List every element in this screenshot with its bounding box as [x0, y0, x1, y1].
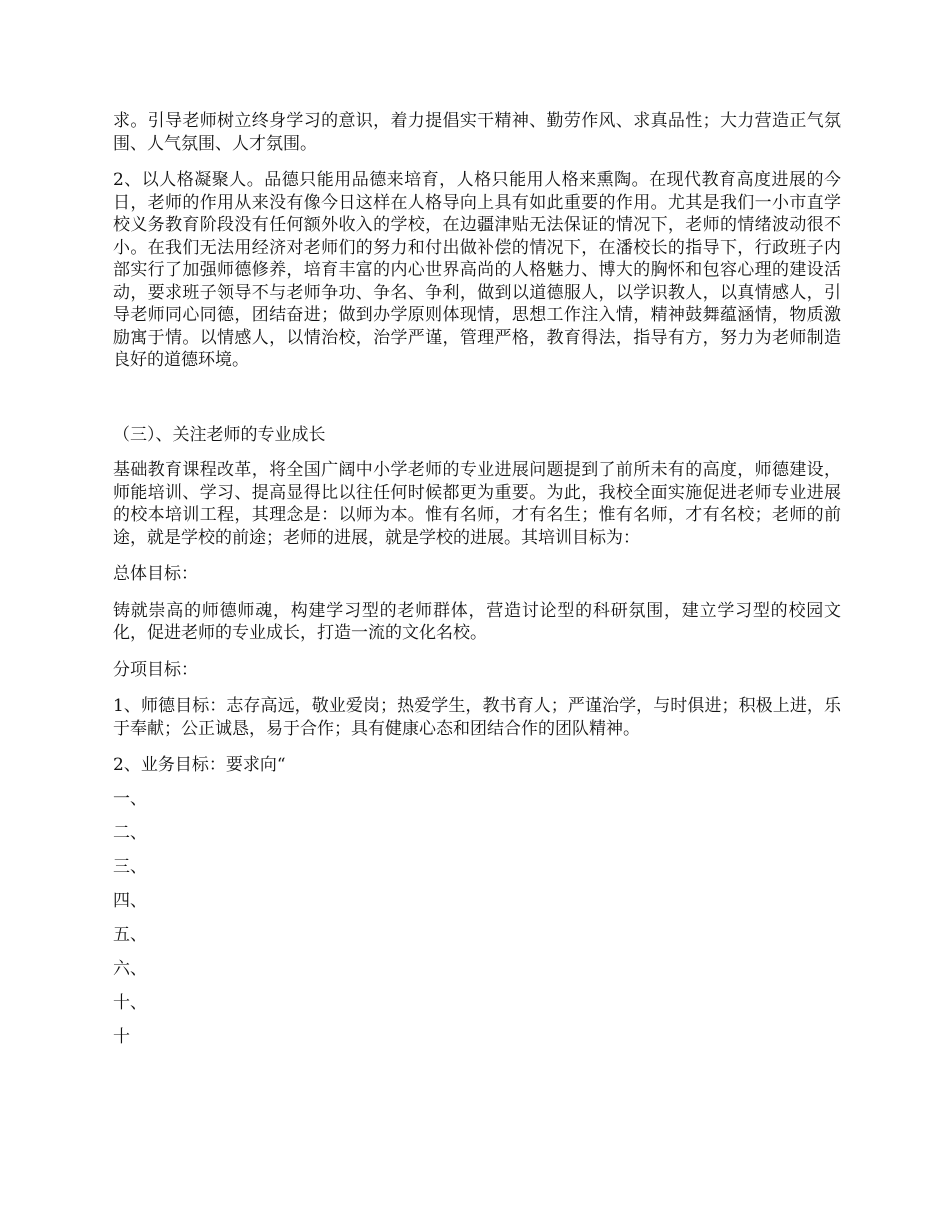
paragraph-spacer: [113, 549, 841, 563]
paragraph-personality: 2、以人格凝聚人。品德只能用品德来培育，人格只能用人格来熏陶。在现代教育高度进展的今日，老师的作用从来没有像今日这样在人格导向上具有如此重要的作用。尤其是我们一小市直学校义务教育阶段没有任何额外收入的学校，在边疆津贴无法保证的情况下，老师的情绪波动很不小。在我们无法用经济对老师们的努力和付出做补偿的情况下，在潘校长的指导下，行政班子内部实行了加强师德修养，培育丰富的内心世界高尚的人格魅力、博大的胸怀和包容心理的建设活动，要求班子领导不与老师争功、争名、争利，做到以道德服人，以学识教人，以真情感人，引导老师同心同德，团结奋进；做到办学原则体现情，思想工作注入情，精神鼓舞蕴涵情，物质激励寓于情。以情感人，以情治校，治学严谨，管理严格，教育得法，指导有方，努力为老师制造良好的道德环境。: [113, 170, 841, 370]
paragraph-spacer: [113, 879, 841, 891]
document-body: [113, 110, 841, 1049]
paragraph-spacer: [113, 913, 841, 925]
list-item: 十: [113, 1027, 130, 1047]
paragraph-intro: 求。引导老师树立终身学习的意识，着力提倡实干精神、勤劳作风、求真品性；大力营造正气氛围、人气氛围、人才氛围。: [113, 111, 841, 154]
paragraph-spacer: [113, 777, 841, 789]
list-item: 五、: [113, 925, 147, 945]
paragraph-business-goal: 2、业务目标：要求向“: [113, 755, 286, 775]
list-item: 十、: [113, 993, 147, 1013]
list-item: 一、: [113, 789, 147, 809]
paragraph-spacer: [113, 740, 841, 754]
list-item: 三、: [113, 857, 147, 877]
section-heading: （三）、关注老师的专业成长: [113, 424, 326, 445]
paragraph-spacer: [113, 947, 841, 959]
paragraph-spacer: [113, 811, 841, 823]
paragraph-spacer: [113, 845, 841, 857]
paragraph-spacer: [113, 155, 841, 169]
paragraph-ethics-goal: 1、师德目标：志存高远，敬业爱岗；热爱学生，教书育人；严谨治学，与时俱进；积极上进，乐于奉献；公正诚恳，易于合作；具有健康心态和团结合作的团队精神。: [113, 696, 841, 739]
paragraph-overall-goal: 铸就崇高的师德师魂，构建学习型的老师群体，营造讨论型的科研氛围，建立学习型的校园文化，促进老师的专业成长，打造一流的文化名校。: [113, 600, 841, 643]
paragraph-spacer: [113, 681, 841, 695]
list-item: 六、: [113, 959, 147, 979]
paragraph-spacer: [113, 645, 841, 659]
list-item: 二、: [113, 823, 147, 843]
section-spacer: [113, 372, 841, 424]
paragraph-spacer: [113, 446, 841, 459]
paragraph-spacer: [113, 586, 841, 600]
paragraph-spacer: [113, 1015, 841, 1027]
list-item: 四、: [113, 891, 147, 911]
paragraph-overall-goal-label: 总体目标：: [113, 564, 198, 584]
paragraph-sub-goal-label: 分项目标：: [113, 659, 198, 680]
paragraph-curriculum: 基础教育课程改革，将全国广阔中小学老师的专业进展问题提到了前所未有的高度，师德建设，师能培训、学习、提高显得比以往任何时候都更为重要。为此，我校全面实施促进老师专业进展的校本培训工程，其理念是：以师为本。惟有名师，才有名生；惟有名师，才有名校；老师的前途，就是学校的前途；老师的进展，就是学校的进展。其培训目标为：: [113, 460, 841, 548]
paragraph-spacer: [113, 981, 841, 993]
